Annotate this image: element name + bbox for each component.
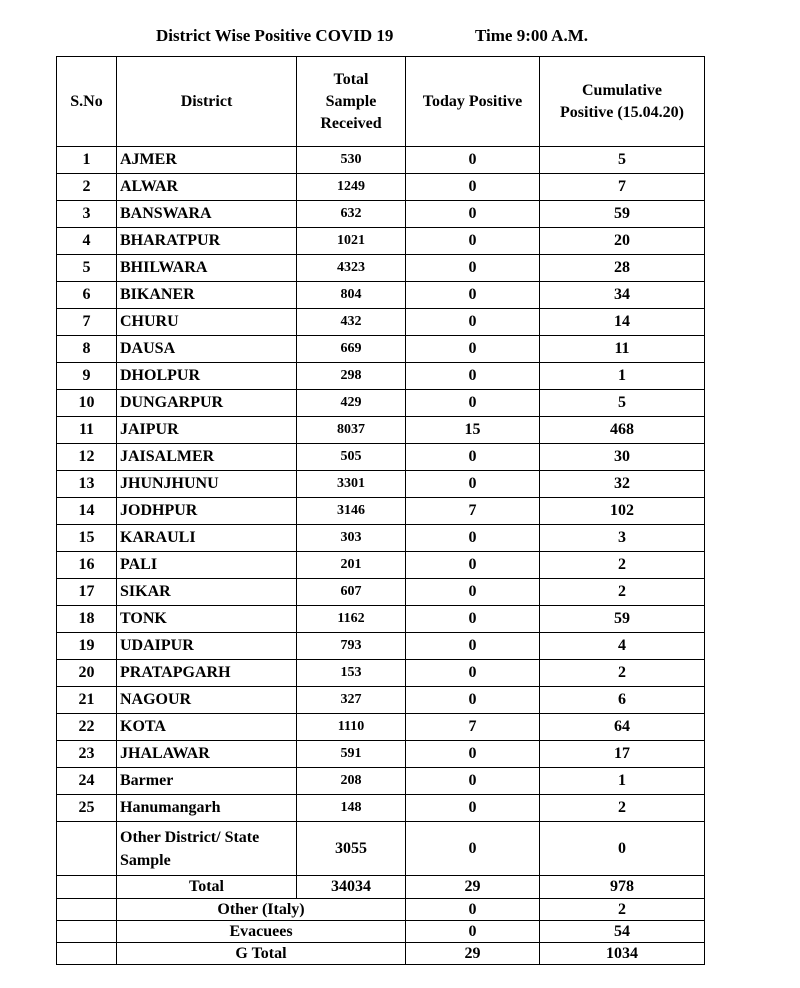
cell-cumulative: 1 [540,363,705,390]
table-header-row [57,57,705,147]
table-row [57,471,705,498]
total-cumulative: 978 [540,876,705,899]
cell-cumulative: 102 [540,498,705,525]
cell-today-positive: 0 [406,687,540,714]
cell-district: ALWAR [117,174,297,201]
cell-cumulative: 468 [540,417,705,444]
table-body [57,147,705,965]
table-row [57,444,705,471]
table-row [57,282,705,309]
cell-cumulative: 28 [540,255,705,282]
table-row [57,363,705,390]
cell-sno: 6 [57,282,117,309]
cell-district: DHOLPUR [117,363,297,390]
cell-samples: 793 [297,633,406,660]
cell-cumulative: 34 [540,282,705,309]
cell-today-positive: 0 [406,228,540,255]
cell-district: JAIPUR [117,417,297,444]
other-italy-today-positive: 0 [406,899,540,921]
table-row [57,174,705,201]
cell-sno: 16 [57,552,117,579]
cell-district: Barmer [117,768,297,795]
cell-today-positive: 0 [406,147,540,174]
cell-cumulative: 59 [540,606,705,633]
cell-cumulative: 4 [540,633,705,660]
table-row [57,498,705,525]
cell-today-positive: 0 [406,363,540,390]
cell-district: KOTA [117,714,297,741]
col-header-cumulative-line1: Cumulative [582,81,662,99]
cell-district: Hanumangarh [117,795,297,822]
cell-sno: 22 [57,714,117,741]
cell-district: BHILWARA [117,255,297,282]
table-row [57,228,705,255]
other-italy-row [57,899,705,921]
table-row [57,255,705,282]
cell-samples: 607 [297,579,406,606]
cell-sno: 5 [57,255,117,282]
cell-samples: 327 [297,687,406,714]
cell-cumulative: 2 [540,552,705,579]
cell-sno: 9 [57,363,117,390]
cell-today-positive: 0 [406,174,540,201]
cell-sno: 13 [57,471,117,498]
report-header [0,26,800,52]
evacuees-today-positive: 0 [406,921,540,943]
report-title: District Wise Positive COVID 19 [156,26,394,45]
cell-district: JHUNJHUNU [117,471,297,498]
total-row [57,876,705,899]
cell-cumulative: 0 [540,822,705,876]
grand-total-today-positive: 29 [406,943,540,965]
cell-sno-empty [57,899,117,921]
other-district-row [57,822,705,876]
other-district-line2: Sample [120,851,171,869]
grand-total-cumulative: 1034 [540,943,705,965]
cell-cumulative: 2 [540,795,705,822]
cell-today-positive: 0 [406,822,540,876]
total-samples: 34034 [297,876,406,899]
col-header-cumulative-line2: Positive (15.04.20) [560,103,684,121]
cell-today-positive: 7 [406,498,540,525]
table-row [57,687,705,714]
table-row [57,525,705,552]
col-header-cumulative [540,57,705,147]
cell-today-positive: 0 [406,444,540,471]
table-row [57,768,705,795]
cell-today-positive: 0 [406,471,540,498]
cell-sno: 21 [57,687,117,714]
cell-cumulative: 14 [540,309,705,336]
cell-district: CHURU [117,309,297,336]
cell-samples: 1249 [297,174,406,201]
cell-today-positive: 0 [406,255,540,282]
cell-today-positive: 0 [406,336,540,363]
cell-today-positive: 0 [406,552,540,579]
cell-sno-empty [57,822,117,876]
table-row [57,660,705,687]
cell-samples: 4323 [297,255,406,282]
cell-today-positive: 0 [406,633,540,660]
cell-samples: 429 [297,390,406,417]
cell-sno: 20 [57,660,117,687]
cell-district: JHALAWAR [117,741,297,768]
cell-district: TONK [117,606,297,633]
cell-today-positive: 0 [406,795,540,822]
table-row [57,390,705,417]
cell-samples: 3146 [297,498,406,525]
cell-samples: 505 [297,444,406,471]
table-row [57,417,705,444]
col-header-total-sample-line2: Sample [325,92,377,110]
table-row [57,147,705,174]
cell-today-positive: 0 [406,309,540,336]
table-row [57,633,705,660]
table-row [57,336,705,363]
cell-samples: 632 [297,201,406,228]
cell-today-positive: 0 [406,525,540,552]
col-header-today-positive: Today Positive [406,57,540,147]
table-row [57,606,705,633]
cell-cumulative: 11 [540,336,705,363]
total-today-positive: 29 [406,876,540,899]
col-header-total-sample-line3: Received [320,114,382,132]
table-row [57,795,705,822]
cell-samples: 153 [297,660,406,687]
cell-district: PALI [117,552,297,579]
table-row [57,714,705,741]
cell-today-positive: 0 [406,606,540,633]
cell-cumulative: 59 [540,201,705,228]
col-header-total-sample-line1: Total [333,70,369,88]
cell-sno: 1 [57,147,117,174]
cell-samples: 298 [297,363,406,390]
cell-samples: 208 [297,768,406,795]
evacuees-label: Evacuees [117,921,406,943]
cell-samples: 8037 [297,417,406,444]
district-covid-table [56,56,705,965]
cell-samples: 669 [297,336,406,363]
cell-cumulative: 2 [540,660,705,687]
cell-district: UDAIPUR [117,633,297,660]
cell-samples: 1021 [297,228,406,255]
cell-cumulative: 5 [540,390,705,417]
other-district-line1: Other District/ State [120,828,260,846]
cell-sno: 4 [57,228,117,255]
cell-sno-empty [57,943,117,965]
cell-today-positive: 7 [406,714,540,741]
cell-district: BANSWARA [117,201,297,228]
cell-samples: 530 [297,147,406,174]
cell-today-positive: 0 [406,390,540,417]
cell-today-positive: 0 [406,660,540,687]
cell-sno: 19 [57,633,117,660]
cell-today-positive: 0 [406,741,540,768]
cell-sno: 7 [57,309,117,336]
cell-cumulative: 64 [540,714,705,741]
cell-samples: 303 [297,525,406,552]
col-header-total-sample [297,57,406,147]
cell-other-district [117,822,297,876]
cell-cumulative: 1 [540,768,705,795]
cell-sno: 25 [57,795,117,822]
cell-sno-empty [57,876,117,899]
cell-samples: 804 [297,282,406,309]
cell-sno: 17 [57,579,117,606]
cell-sno: 18 [57,606,117,633]
cell-sno: 14 [57,498,117,525]
cell-district: JAISALMER [117,444,297,471]
table-row [57,201,705,228]
cell-samples: 201 [297,552,406,579]
cell-sno: 12 [57,444,117,471]
cell-district: NAGOUR [117,687,297,714]
other-italy-cumulative: 2 [540,899,705,921]
cell-district: BIKANER [117,282,297,309]
cell-samples: 3301 [297,471,406,498]
cell-samples: 3055 [297,822,406,876]
cell-samples: 148 [297,795,406,822]
total-label: Total [117,876,297,899]
cell-today-positive: 0 [406,201,540,228]
cell-district: BHARATPUR [117,228,297,255]
evacuees-row [57,921,705,943]
cell-today-positive: 0 [406,768,540,795]
cell-today-positive: 15 [406,417,540,444]
cell-samples: 1162 [297,606,406,633]
cell-cumulative: 5 [540,147,705,174]
table-row [57,309,705,336]
evacuees-cumulative: 54 [540,921,705,943]
cell-sno: 3 [57,201,117,228]
cell-cumulative: 17 [540,741,705,768]
cell-sno: 23 [57,741,117,768]
cell-district: KARAULI [117,525,297,552]
cell-sno-empty [57,921,117,943]
cell-sno: 8 [57,336,117,363]
cell-today-positive: 0 [406,579,540,606]
table-row [57,552,705,579]
col-header-sno: S.No [57,57,117,147]
cell-cumulative: 7 [540,174,705,201]
cell-district: DUNGARPUR [117,390,297,417]
table-row [57,741,705,768]
cell-today-positive: 0 [406,282,540,309]
cell-district: JODHPUR [117,498,297,525]
cell-samples: 1110 [297,714,406,741]
cell-district: PRATAPGARH [117,660,297,687]
cell-sno: 2 [57,174,117,201]
cell-cumulative: 32 [540,471,705,498]
cell-samples: 591 [297,741,406,768]
report-time: Time 9:00 A.M. [475,26,589,45]
cell-district: DAUSA [117,336,297,363]
cell-cumulative: 3 [540,525,705,552]
col-header-district: District [117,57,297,147]
cell-sno: 11 [57,417,117,444]
cell-district: AJMER [117,147,297,174]
grand-total-label: G Total [117,943,406,965]
cell-cumulative: 20 [540,228,705,255]
cell-samples: 432 [297,309,406,336]
grand-total-row [57,943,705,965]
other-italy-label: Other (Italy) [117,899,406,921]
cell-sno: 15 [57,525,117,552]
cell-cumulative: 2 [540,579,705,606]
cell-sno: 24 [57,768,117,795]
cell-sno: 10 [57,390,117,417]
table-row [57,579,705,606]
cell-cumulative: 6 [540,687,705,714]
cell-cumulative: 30 [540,444,705,471]
cell-district: SIKAR [117,579,297,606]
